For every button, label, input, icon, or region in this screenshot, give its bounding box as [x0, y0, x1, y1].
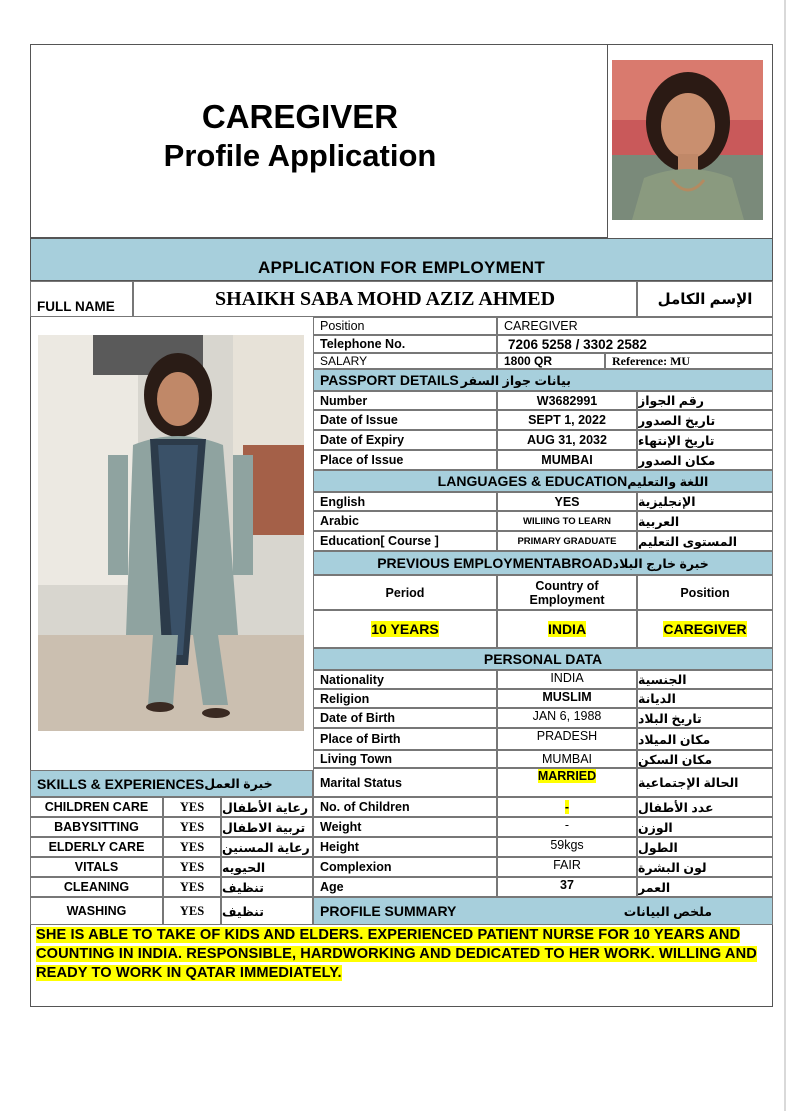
education-label: Education[ Course ] [313, 531, 497, 551]
country-cell [497, 610, 637, 648]
period-value: 10 YEARS [371, 621, 439, 637]
skill-babysitting-label: BABYSITTING [30, 817, 163, 837]
dob-label: Date of Birth [313, 708, 497, 728]
skill-cleaning-ar: تنظيف [221, 877, 313, 897]
expiry-date-value: AUG 31, 2032 [497, 430, 637, 450]
issue-date-ar: تاريخ الصدور [637, 410, 773, 430]
place-of-birth-ar: مكان الميلاد [637, 728, 773, 750]
english-ar: الإنجليزية [637, 492, 773, 511]
expiry-date-ar: تاريخ الإنتهاء [637, 430, 773, 450]
application-heading: APPLICATION FOR EMPLOYMENT [257, 258, 546, 277]
skills-header-ar: خبرة العمل [204, 777, 273, 791]
issue-date-value: SEPT 1, 2022 [497, 410, 637, 430]
place-of-birth-label: Place of Birth [313, 728, 497, 750]
complexion-ar: لون البشرة [637, 857, 773, 877]
education-ar: المستوى التعليم [637, 531, 773, 551]
education-value: PRIMARY GRADUATE [497, 531, 637, 551]
english-value: YES [497, 492, 637, 511]
skill-elderly-care-value: YES [163, 837, 221, 857]
passport-number-label: Number [313, 391, 497, 410]
marital-status-label: Marital Status [313, 768, 497, 797]
profile-summary-header-text: PROFILE SUMMARY [320, 903, 457, 919]
skill-washing-ar: تنظيف [221, 897, 313, 925]
arabic-value: WILIING TO LEARN [497, 511, 637, 531]
nationality-ar: الجنسية [637, 670, 773, 689]
children-cell [497, 797, 637, 817]
marital-status-ar: الحالة الإجتماعية [637, 768, 773, 797]
place-of-issue-label: Place of Issue [313, 450, 497, 470]
page-subtitle: Profile Application [163, 138, 437, 173]
weight-ar: الوزن [637, 817, 773, 837]
nationality-label: Nationality [313, 670, 497, 689]
profile-summary-header [313, 897, 773, 925]
height-ar: الطول [637, 837, 773, 857]
telephone-label: Telephone No. [313, 335, 497, 353]
country-column-header: Country of Employment [497, 575, 637, 610]
children-label: No. of Children [313, 797, 497, 817]
expiry-date-label: Date of Expiry [313, 430, 497, 450]
religion-ar: الديانة [637, 689, 773, 708]
abroad-position-cell [637, 610, 773, 648]
period-column-header: Period [313, 575, 497, 610]
skill-children-care-ar: رعاية الأطفال [221, 797, 313, 817]
skills-header [30, 770, 313, 797]
country-value: INDIA [547, 621, 587, 637]
salary-label: SALARY [313, 353, 497, 369]
place-of-issue-value: MUMBAI [497, 450, 637, 470]
skill-children-care-value: YES [163, 797, 221, 817]
passport-header-ar: بيانات جواز السفر [460, 373, 571, 388]
languages-header-text: LANGUAGES & EDUCATION [437, 473, 628, 489]
personal-data-header: PERSONAL DATA [313, 648, 773, 670]
employment-header [313, 551, 773, 575]
english-label: English [313, 492, 497, 511]
headshot-photo [612, 60, 763, 220]
age-label: Age [313, 877, 497, 897]
skill-cleaning-label: CLEANING [30, 877, 163, 897]
place-of-birth-value: PRADESH [497, 728, 637, 750]
marital-status-value: MARRIED [537, 769, 597, 783]
page-title: CAREGIVER [201, 98, 399, 135]
age-value: 37 [497, 877, 637, 897]
skills-header-text: SKILLS & EXPERIENCES [37, 775, 205, 792]
religion-label: Religion [313, 689, 497, 708]
marital-status-cell [497, 768, 637, 797]
position-column-header: Position [637, 575, 773, 610]
page-edge [784, 0, 786, 1111]
living-town-label: Living Town [313, 750, 497, 768]
living-town-value: MUMBAI [497, 750, 637, 768]
position-label: Position [313, 317, 497, 335]
nationality-value: INDIA [497, 670, 637, 689]
skill-elderly-care-ar: رعاية المسنين [221, 837, 313, 857]
weight-value: - [497, 817, 637, 837]
age-ar: العمر [637, 877, 773, 897]
languages-header [313, 470, 773, 492]
full-body-photo [38, 335, 304, 731]
abroad-position-value: CAREGIVER [663, 621, 747, 637]
reference-label: Reference: MU [605, 353, 773, 369]
height-value: 59kgs [497, 837, 637, 857]
passport-header [313, 369, 773, 391]
employment-header-text: PREVIOUS EMPLOYMENTABROAD [377, 555, 613, 571]
skill-washing-value: YES [163, 897, 221, 925]
languages-header-ar: اللغة والتعليم [627, 474, 709, 489]
profile-summary [36, 926, 768, 983]
religion-value: MUSLIM [497, 689, 637, 708]
skill-babysitting-ar: تربية الاطفال [221, 817, 313, 837]
weight-label: Weight [313, 817, 497, 837]
full-name-label-ar: الإسم الكامل [637, 281, 773, 317]
complexion-value: FAIR [497, 857, 637, 877]
dob-value: JAN 6, 1988 [497, 708, 637, 728]
children-value: - [564, 800, 570, 814]
passport-number-ar: رقم الجواز [637, 391, 773, 410]
full-name-value: SHAIKH SABA MOHD AZIZ AHMED [133, 281, 637, 317]
passport-header-text: PASSPORT DETAILS [320, 372, 459, 388]
children-ar: عدد الأطفال [637, 797, 773, 817]
skill-elderly-care-label: ELDERLY CARE [30, 837, 163, 857]
arabic-label: Arabic [313, 511, 497, 531]
skill-vitals-label: VITALS [30, 857, 163, 877]
skill-vitals-ar: الحيويه [221, 857, 313, 877]
employment-header-ar: خبرة خارج البلاد [612, 556, 709, 571]
height-label: Height [313, 837, 497, 857]
passport-number-value: W3682991 [497, 391, 637, 410]
issue-date-label: Date of Issue [313, 410, 497, 430]
position-value: CAREGIVER [497, 317, 773, 335]
complexion-label: Complexion [313, 857, 497, 877]
dob-ar: تاريخ البلاد [637, 708, 773, 728]
telephone-value: 7206 5258 / 3302 2582 [497, 335, 773, 353]
living-town-ar: مكان السكن [637, 750, 773, 768]
profile-summary-header-ar: ملخص البيانات [623, 904, 712, 919]
full-name-label: FULL NAME [30, 281, 133, 317]
period-cell [313, 610, 497, 648]
skill-babysitting-value: YES [163, 817, 221, 837]
skill-washing-label: WASHING [30, 897, 163, 925]
place-of-issue-ar: مكان الصدور [637, 450, 773, 470]
skill-children-care-label: CHILDREN CARE [30, 797, 163, 817]
arabic-ar: العربية [637, 511, 773, 531]
skill-vitals-value: YES [163, 857, 221, 877]
profile-summary-text: SHE IS ABLE TO TAKE OF KIDS AND ELDERS. EXPERIENCED PATIENT NURSE FOR 10 YEARS AND COUNTING IN INDIA. RESPONSIBLE, HARDWORKING AND DEDICATED TO HER WORK. WILLING AND READY TO WORK IN QATAR IMMEDIATELY. [36, 927, 757, 981]
skill-cleaning-value: YES [163, 877, 221, 897]
salary-value: 1800 QR [497, 353, 605, 369]
